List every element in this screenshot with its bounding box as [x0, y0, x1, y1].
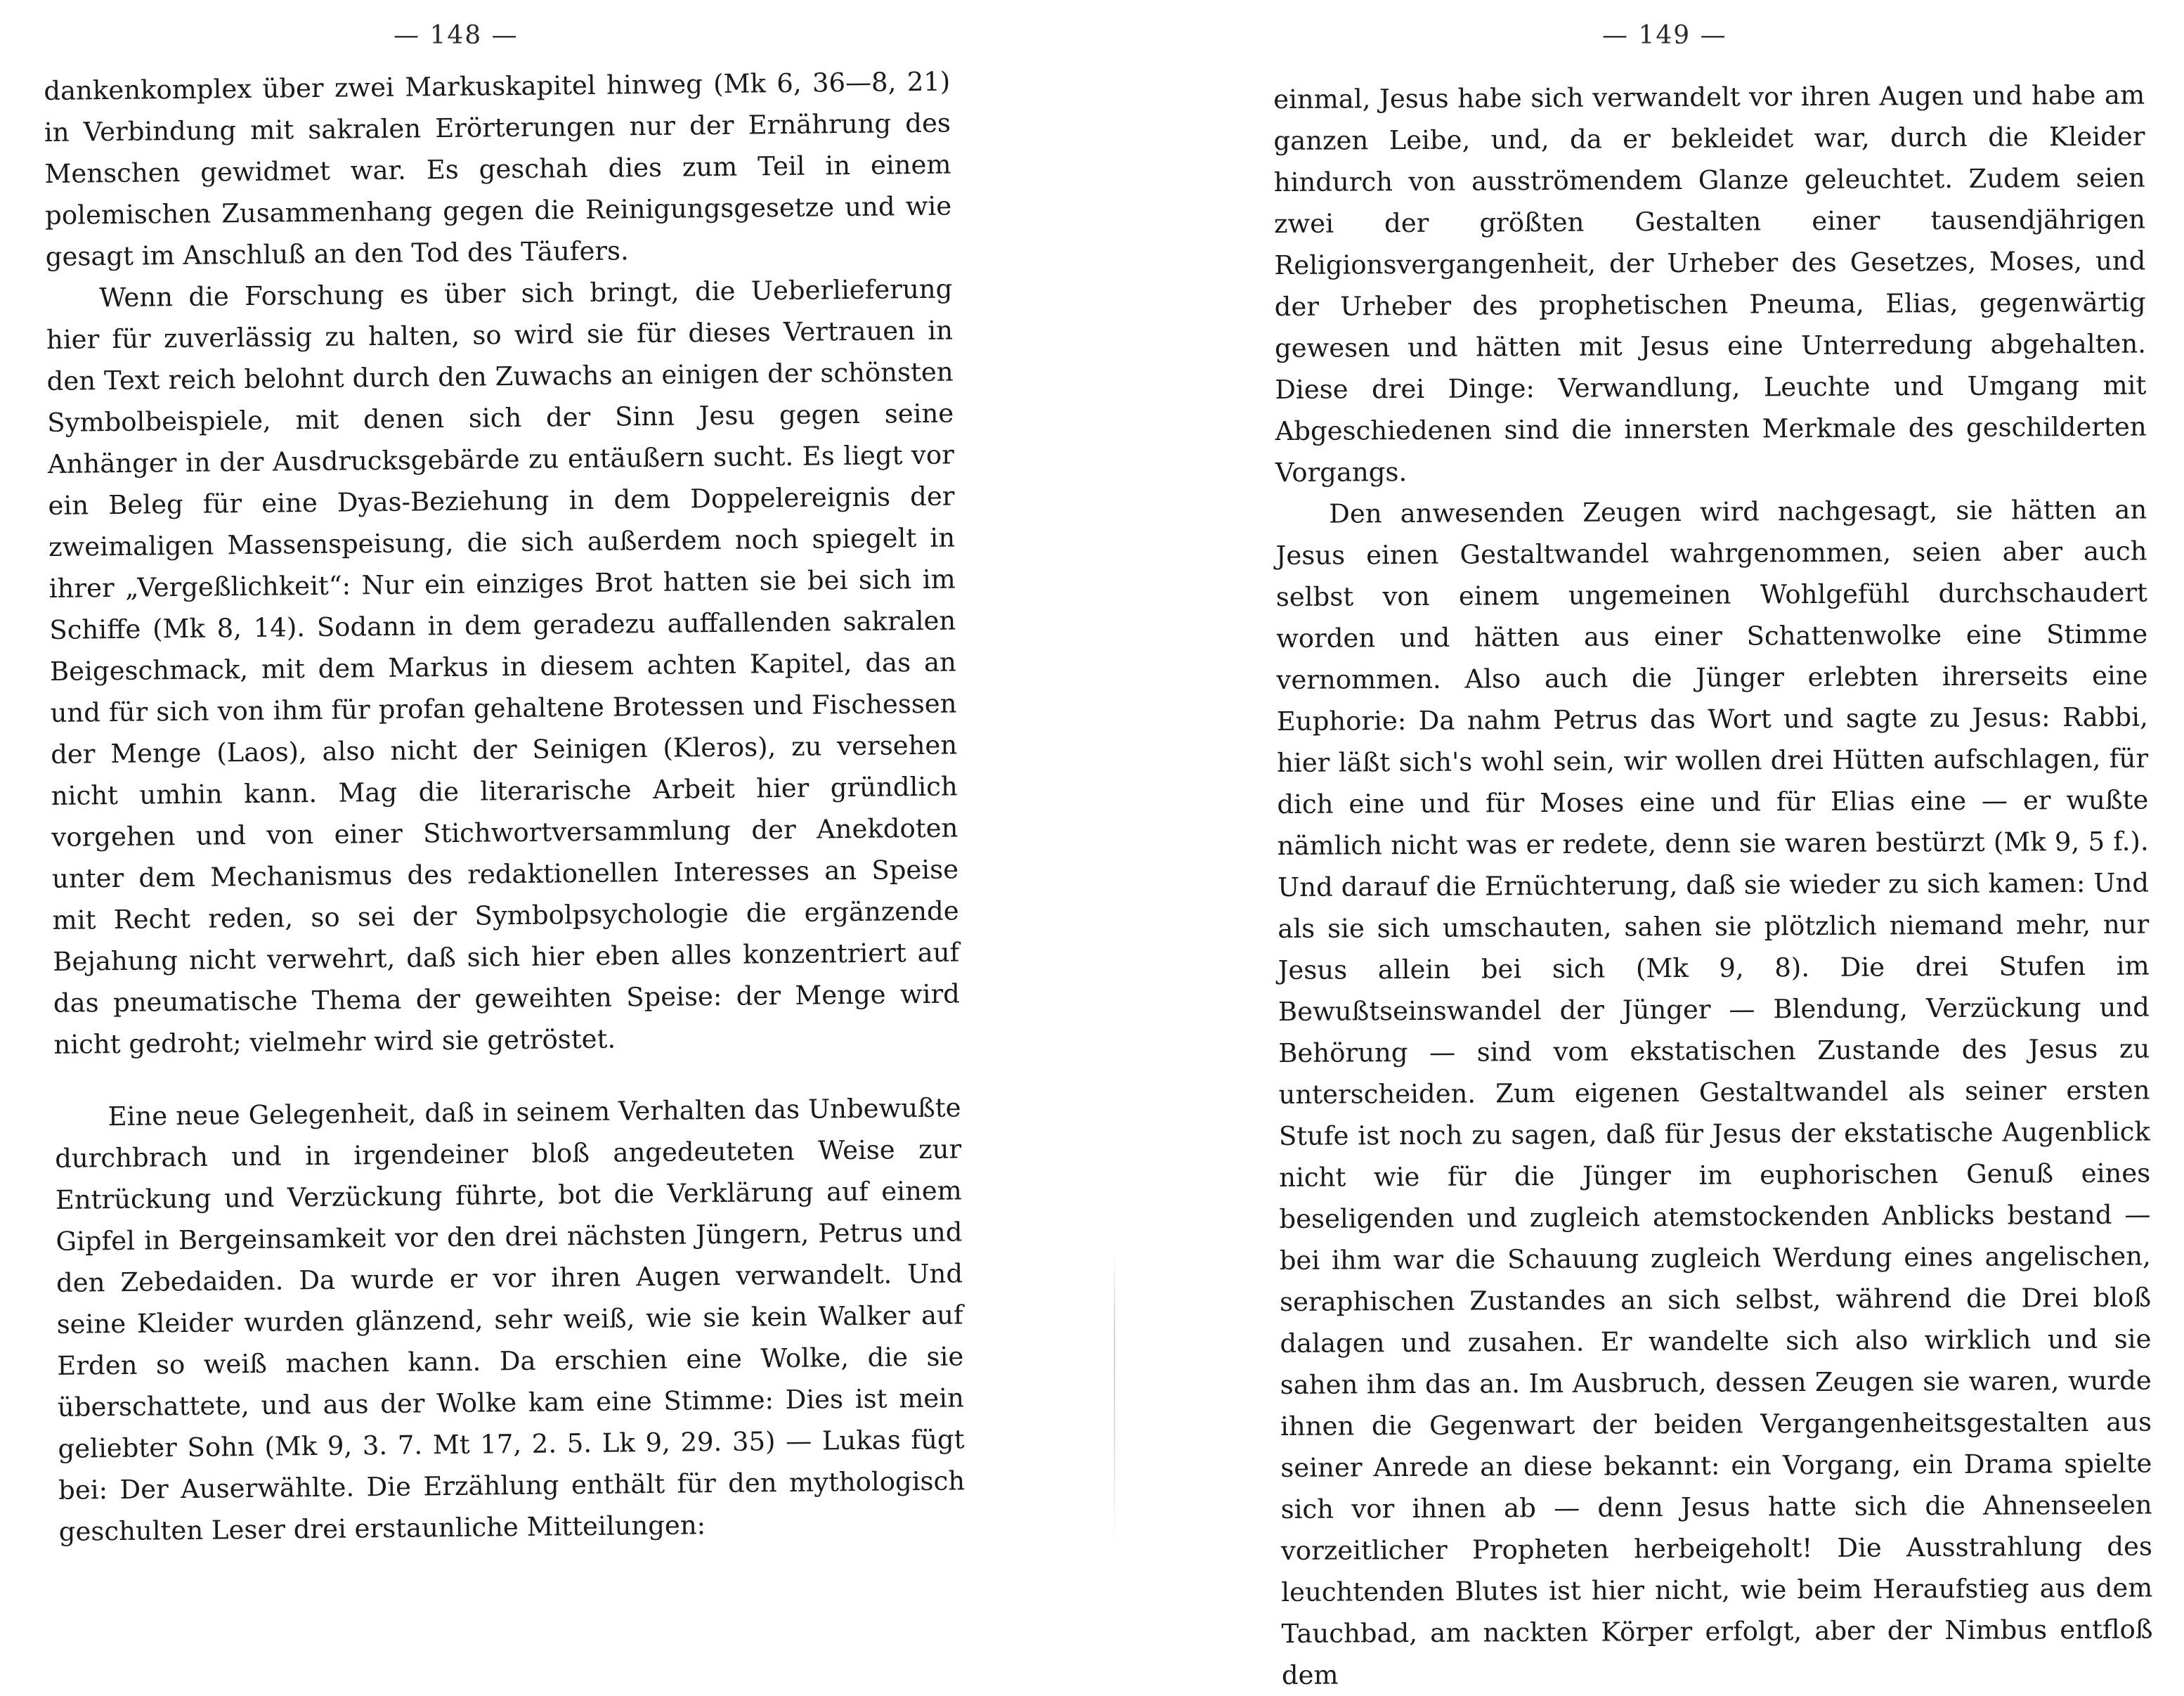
right-paragraph-1: einmal, Jesus habe sich verwandelt vor ihren Augen und habe am ganzen Leibe, und, da er bekleidet war, durch die Kleider hindurch von ausströmendem Glanze geleuchtet. Zudem seien zwei der größten Gestalten einer tausendjährigen Religionsvergangenheit, der Urheber des Gesetzes, Moses, und der Urheber des prophetischen Pneuma, Elias, gegenwärtig gewesen und hätten mit Jesus eine Unterredung abgehalten. Diese drei Dinge: Verwandlung, Leuchte und Umgang mit Abgeschiedenen sind die innersten Merkmale des geschilderten Vorgangs. [1273, 79, 2147, 488]
left-paragraph-1: dankenkomplex über zwei Markuskapitel hinweg (Mk 6, 36—8, 21) in Verbindung mit sakralen Erörterungen nur der Ernährung des Menschen gewidmet war. Es geschah dies zum Teil in einem polemischen Zusammenhang gegen die Reinigungsgesetze und wie gesagt im Anschluß an den Tod des Täufers. [44, 66, 952, 272]
left-paragraph-2: Wenn die Forschung es über sich bringt, die Ueberlieferung hier für zuverlässig zu halten, so wird sie für dieses Vertrauen in den Text reich belohnt durch den Zuwachs an einigen der schönsten Symbolbeispiele, mit denen sich der Sinn Jesu gegen seine Anhänger in der Ausdrucksgebärde zu entäußern sucht. Es liegt vor ein Beleg für eine Dyas-Beziehung in dem Doppelereignis der zweimaligen Massenspeisung, die sich außerdem noch spiegelt in ihrer „Vergeßlichkeit“: Nur ein einziges Brot hatten sie bei sich im Schiffe (Mk 8, 14). Sodann in dem geradezu auffallenden sakralen Beigeschmack, mit dem Markus in diesem achten Kapitel, das an und für sich von ihm für profan gehaltene Brotessen und Fischessen der Menge (Laos), also nicht der Seinigen (Kleros), zu versehen nicht umhin kann. Mag die literarische Arbeit hier gründlich vorgehen und von einer Stichwortversammlung der Anekdoten unter dem Mechanismus des redaktionellen Interesses an Speise mit Recht reden, so sei der Symbolpsychologie die ergänzende Bejahung nicht verwehrt, daß sich hier eben alles konzentriert auf das pneumatische Thema der geweihten Speise: der Menge wird nicht gedroht; vielmehr wird sie getröstet. [46, 273, 961, 1060]
left-paragraph-3: Eine neue Gelegenheit, daß in seinem Verhalten das Unbewußte durchbrach und in irgendeiner bloß angedeuteten Weise zur Entrückung und Verzückung führte, bot die Verklärung auf einem Gipfel in Bergeinsamkeit vor den drei nächsten Jüngern, Petrus und den Zebedaiden. Da wurde er vor ihren Augen verwandelt. Und seine Kleider wurden glänzend, sehr weiß, wie sie kein Walker auf Erden so weiß machen kann. Da erschien eine Wolke, die sie überschattete, und aus der Wolke kam eine Stimme: Dies ist mein geliebter Sohn (Mk 9, 3. 7. Mt 17, 2. 5. Lk 9, 29. 35) — Lukas fügt bei: Der Auserwählte. Die Erzählung enthält für den mythologisch geschulten Leser drei erstaunliche Mitteilungen: [54, 1092, 966, 1547]
right-page [1110, 0, 2184, 1690]
left-page [0, 0, 1110, 1569]
right-paragraph-2: Den anwesenden Zeugen wird nachgesagt, sie hätten an Jesus einen Gestaltwandel wahrgenommen, seien aber auch selbst von einem ungemeinen Wohlgefühl durchschaudert worden und hätten aus einer Schattenwolke eine Stimme vernommen. Also auch die Jünger erlebten ihrerseits eine Euphorie: Da nahm Petrus das Wort und sagte zu Jesus: Rabbi, hier läßt sich's wohl sein, wir wollen drei Hütten aufschlagen, für dich eine und für Moses eine und für Elias eine — er wußte nämlich nicht was er redete, denn sie waren bestürzt (Mk 9, 5 f.). Und darauf die Ernüchterung, daß sie wieder zu sich kamen: Und als sie sich umschauten, sahen sie plötzlich niemand mehr, nur Jesus allein bei sich (Mk 9, 8). Die drei Stufen im Bewußtseinswandel der Jünger — Blendung, Verzückung und Behörung — sind vom ekstatischen Zustande des Jesus zu unterscheiden. Zum eigenen Gestaltwandel als seiner ersten Stufe ist noch zu sagen, daß für Jesus der ekstatische Augenblick nicht wie für die Jünger im euphorischen Genuß eines beseligenden und zugleich atemstockenden Anblicks bestand — bei ihm war die Schauung zugleich Werdung eines angelischen, seraphischen Zustandes an sich selbst, während die Drei bloß dalagen und zusahen. Er wandelte sich also wirklich und sie sahen ihm das an. Im Ausbruch, dessen Zeugen sie waren, wurde ihnen die Gegenwart der beiden Vergangenheitsgestalten aus seiner Anrede an diese bekannt: ein Vorgang, ein Drama spielte sich vor ihnen ab — denn Jesus hatte sich die Ahnenseelen vorzeitlicher Propheten herbeigeholt! Die Ausstrahlung des leuchtenden Blutes ist hier nicht, wie beim Heraufstieg aus dem Tauchbad, am nackten Körper erfolgt, aber der Nimbus entfloß dem [1275, 494, 2153, 1690]
right-page-text [1273, 75, 2153, 1696]
page-number-149: — 149 — [1602, 21, 1727, 50]
left-page-text [44, 60, 966, 1552]
page-number-148: — 148 — [394, 21, 519, 50]
